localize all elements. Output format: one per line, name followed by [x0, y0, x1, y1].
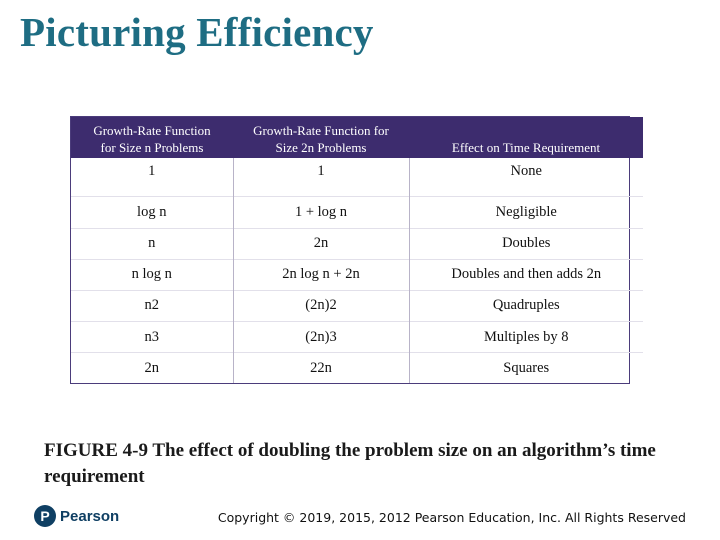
- header-size-n: [71, 117, 233, 158]
- cell-effect: Negligible: [409, 197, 643, 228]
- cell-effect: Multiples by 8: [409, 322, 643, 353]
- cell-effect: Doubles: [409, 228, 643, 259]
- header-size-n-line1: Growth-Rate Function: [93, 123, 211, 138]
- cell-size-2n: 2n: [233, 228, 409, 259]
- cell-effect: Squares: [409, 353, 643, 383]
- cell-size-n: 2n: [71, 353, 233, 383]
- cell-size-2n: (2n)3: [233, 322, 409, 353]
- growth-rate-table-grid: [71, 117, 643, 383]
- table-row: [71, 228, 643, 259]
- header-size-2n-line2: Size 2n Problems: [275, 140, 367, 155]
- cell-size-n: n log n: [71, 259, 233, 290]
- copyright-notice: Copyright © 2019, 2015, 2012 Pearson Education, Inc. All Rights Reserved: [217, 510, 686, 525]
- table-row: [71, 259, 643, 290]
- cell-size-2n: 22n: [233, 353, 409, 383]
- table-row: [71, 290, 643, 321]
- cell-size-n: n: [71, 228, 233, 259]
- cell-size-n: n2: [71, 290, 233, 321]
- header-size-2n-line1: Growth-Rate Function for: [253, 123, 389, 138]
- cell-size-n: n3: [71, 322, 233, 353]
- header-size-n-line2: for Size n Problems: [100, 140, 204, 155]
- cell-effect: None: [510, 163, 542, 179]
- table-row: [71, 158, 643, 197]
- cell-size-2n: 1 + log n: [233, 197, 409, 228]
- growth-rate-table: [70, 116, 630, 384]
- header-effect-label: Effect on Time Requirement: [451, 140, 601, 155]
- table-header-row: [71, 117, 643, 158]
- cell-size-2n: 1: [233, 158, 409, 197]
- header-size-2n: [233, 117, 409, 158]
- table-row: [71, 353, 643, 383]
- pearson-logo-text: Pearson: [60, 507, 120, 525]
- header-effect: [409, 117, 643, 158]
- cell-effect: Quadruples: [409, 290, 643, 321]
- figure-caption: FIGURE 4-9 The effect of doubling the problem size on an algorithm’s time requirement: [44, 440, 656, 487]
- cell-size-n: 1: [71, 158, 233, 197]
- page-title: Picturing Efficiency: [20, 9, 374, 55]
- table-row: [71, 197, 643, 228]
- pearson-logo: [34, 505, 119, 527]
- cell-size-2n: (2n)2: [233, 290, 409, 321]
- pearson-logo-icon: P: [34, 505, 56, 527]
- cell-effect: Doubles and then adds 2n: [409, 259, 643, 290]
- cell-size-2n: 2n log n + 2n: [233, 259, 409, 290]
- cell-size-n: log n: [71, 197, 233, 228]
- table-row: [71, 322, 643, 353]
